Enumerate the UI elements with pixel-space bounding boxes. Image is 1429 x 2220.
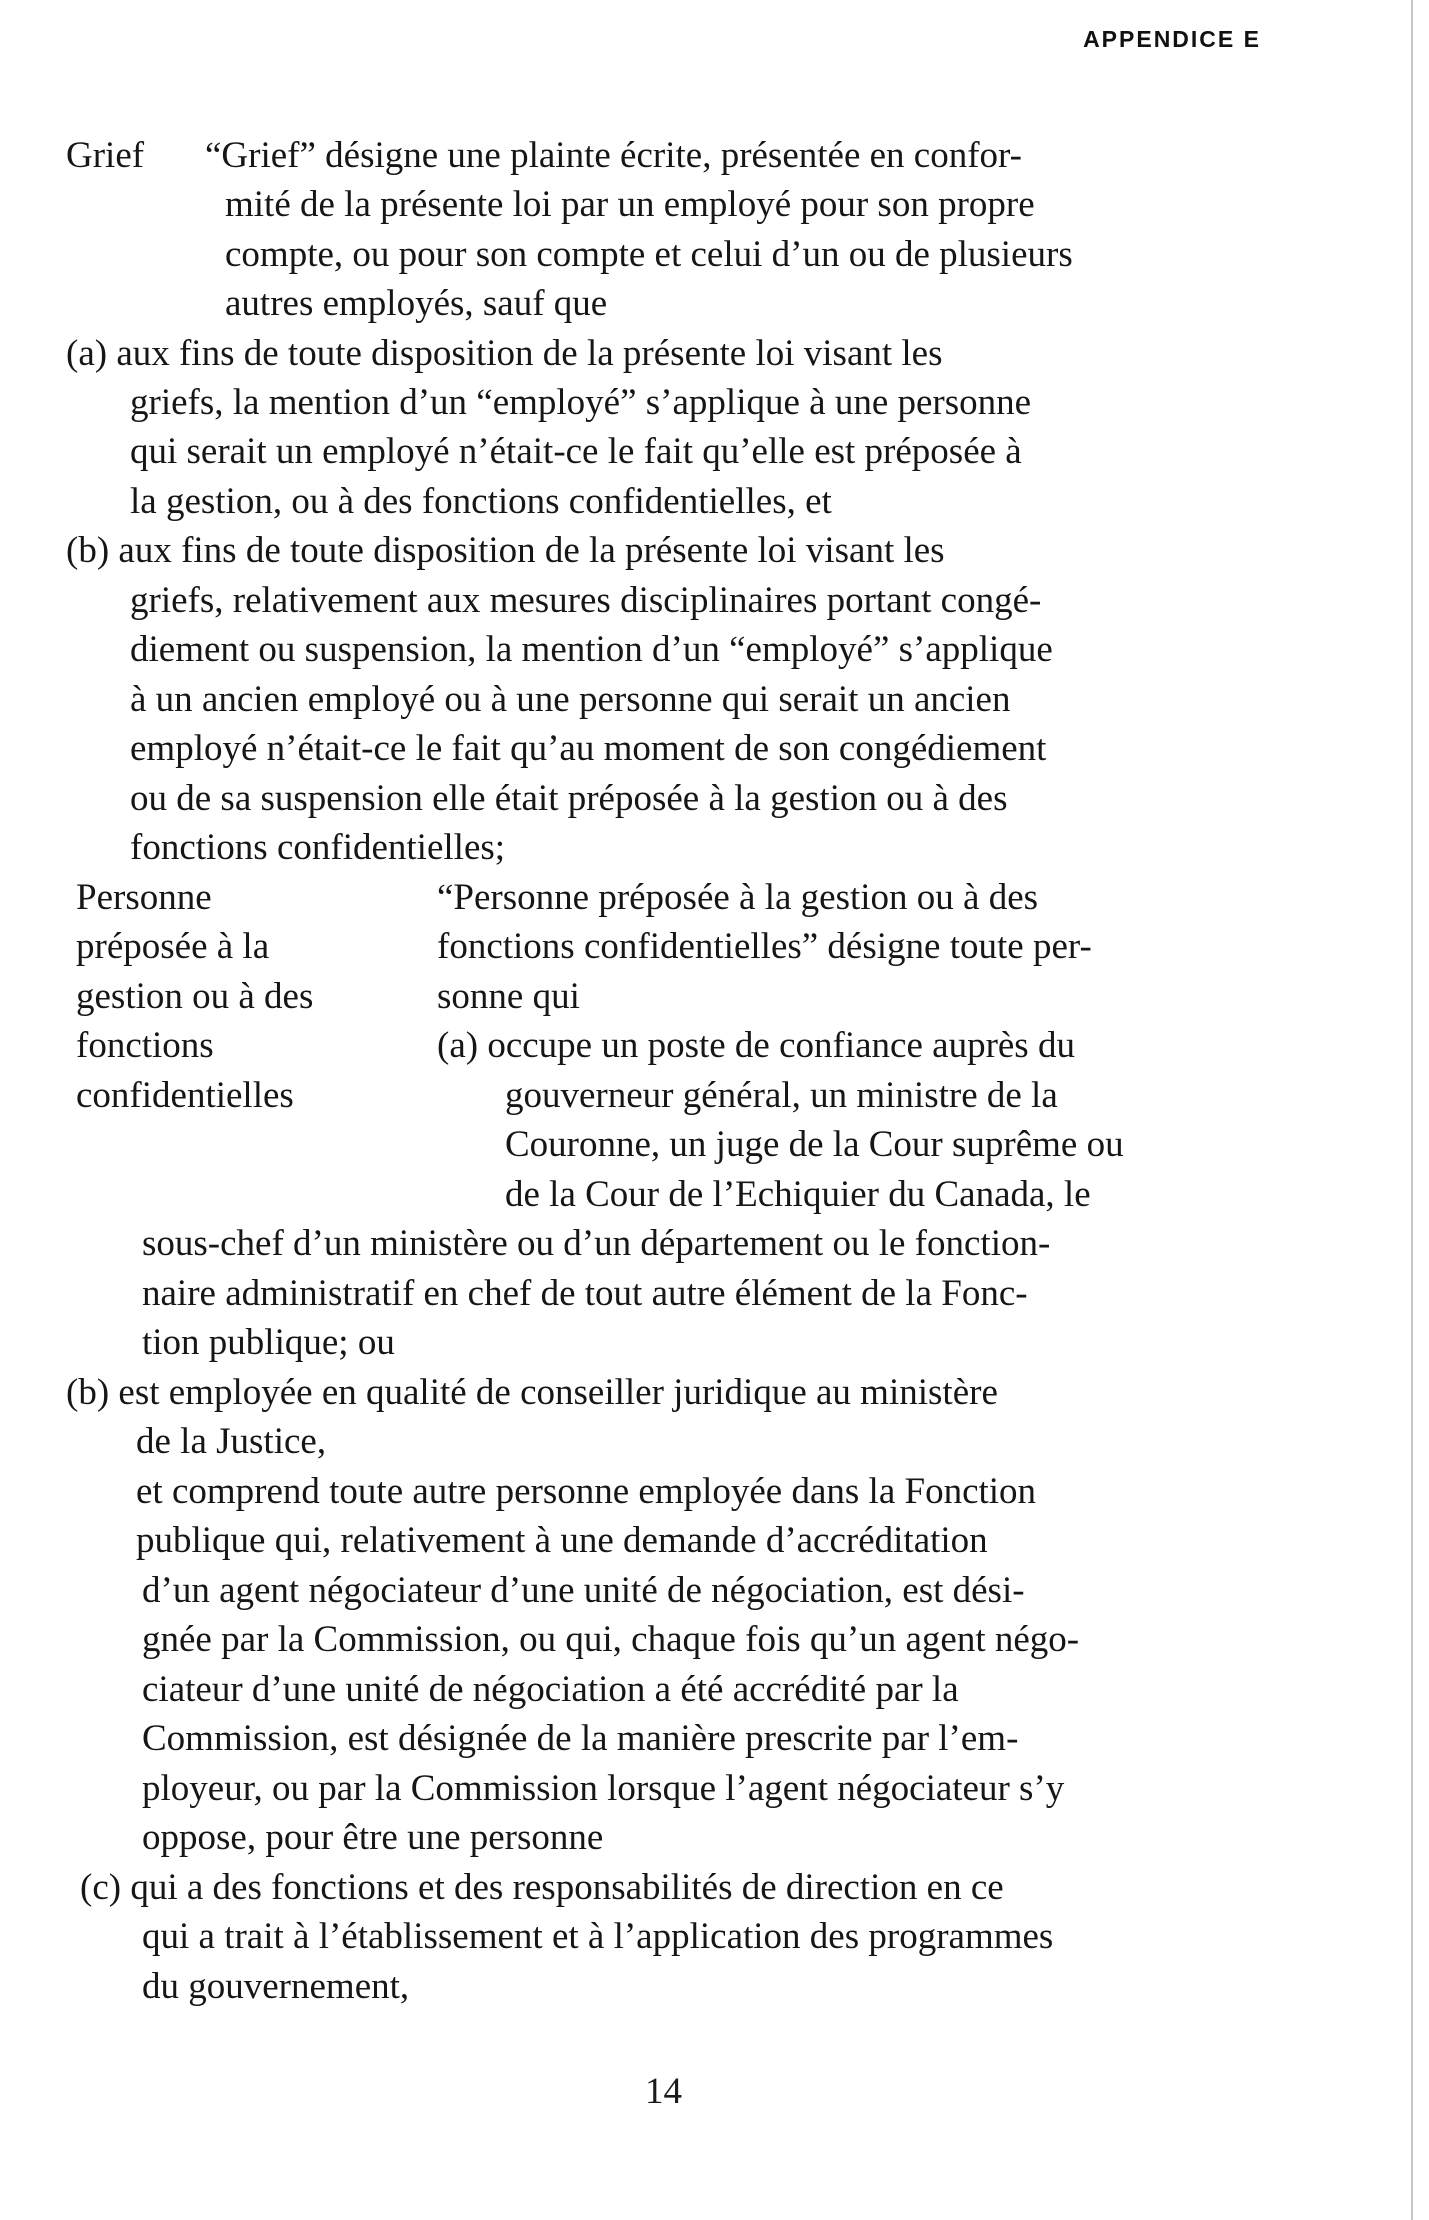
text-line: mité de la présente loi par un employé pour son propre — [225, 184, 1035, 225]
text-line: “Grief” désigne une plainte écrite, présentée en confor- — [205, 135, 1022, 176]
margin-label-personne: Personne — [76, 877, 212, 918]
text-line: ou de sa suspension elle était préposée à la gestion ou à des — [130, 778, 1008, 819]
text-line: compte, ou pour son compte et celui d’un ou de plusieurs — [225, 234, 1073, 275]
text-line: Couronne, un juge de la Cour suprême ou — [505, 1124, 1124, 1165]
text-line: qui a trait à l’établissement et à l’application des programmes — [142, 1916, 1054, 1957]
text-line: de la Cour de l’Echiquier du Canada, le — [505, 1174, 1091, 1215]
text-line: autres employés, sauf que — [225, 283, 608, 324]
text-line: griefs, relativement aux mesures disciplinaires portant congé- — [130, 580, 1042, 621]
text-line: ciateur d’une unité de négociation a été accrédité par la — [142, 1669, 959, 1710]
margin-label-personne: fonctions — [76, 1025, 214, 1066]
text-line: (a) aux fins de toute disposition de la présente loi visant les — [66, 333, 943, 374]
text-line: (c) qui a des fonctions et des responsabilités de direction en ce — [80, 1867, 1004, 1908]
text-line: naire administratif en chef de tout autre élément de la Fonc- — [142, 1273, 1028, 1314]
text-line: à un ancien employé ou à une personne qui serait un ancien — [130, 679, 1011, 720]
text-line: (b) aux fins de toute disposition de la présente loi visant les — [66, 530, 945, 571]
text-line: publique qui, relativement à une demande d’accréditation — [136, 1520, 988, 1561]
text-line: d’un agent négociateur d’une unité de négociation, est dési- — [142, 1570, 1025, 1611]
text-line: oppose, pour être une personne — [142, 1817, 604, 1858]
text-line: sonne qui — [437, 976, 580, 1017]
text-line: (a) occupe un poste de confiance auprès du — [437, 1025, 1075, 1066]
margin-label-personne: préposée à la — [76, 926, 270, 967]
page-number: 14 — [645, 2071, 682, 2112]
text-line: ployeur, ou par la Commission lorsque l’agent négociateur s’y — [142, 1768, 1065, 1809]
text-line: diement ou suspension, la mention d’un “employé” s’applique — [130, 629, 1053, 670]
text-line: et comprend toute autre personne employée dans la Fonction — [136, 1471, 1037, 1512]
appendix-header: APPENDICE E — [1083, 26, 1261, 52]
margin-label-grief: Grief — [66, 135, 145, 176]
text-line: Commission, est désignée de la manière prescrite par l’em- — [142, 1718, 1019, 1759]
text-line: gnée par la Commission, ou qui, chaque fois qu’un agent négo- — [142, 1619, 1080, 1660]
text-line: la gestion, ou à des fonctions confidentielles, et — [130, 481, 832, 522]
text-line: fonctions confidentielles” désigne toute per- — [437, 926, 1092, 967]
text-line: (b) est employée en qualité de conseiller juridique au ministère — [66, 1372, 998, 1413]
text-line: employé n’était-ce le fait qu’au moment de son congédiement — [130, 728, 1047, 769]
margin-label-personne: confidentielles — [76, 1075, 294, 1116]
text-line: griefs, la mention d’un “employé” s’applique à une personne — [130, 382, 1032, 423]
text-line: qui serait un employé n’était-ce le fait qu’elle est préposée à — [130, 431, 1022, 472]
margin-label-personne: gestion ou à des — [76, 976, 314, 1017]
text-line: de la Justice, — [136, 1421, 327, 1462]
text-line: du gouvernement, — [142, 1966, 410, 2007]
text-line: fonctions confidentielles; — [130, 827, 506, 868]
text-line: sous-chef d’un ministère ou d’un département ou le fonction- — [142, 1223, 1051, 1264]
text-line: “Personne préposée à la gestion ou à des — [437, 877, 1039, 918]
text-line: gouverneur général, un ministre de la — [505, 1075, 1058, 1116]
text-line: tion publique; ou — [142, 1322, 395, 1363]
page-edge-line — [1411, 0, 1413, 2220]
